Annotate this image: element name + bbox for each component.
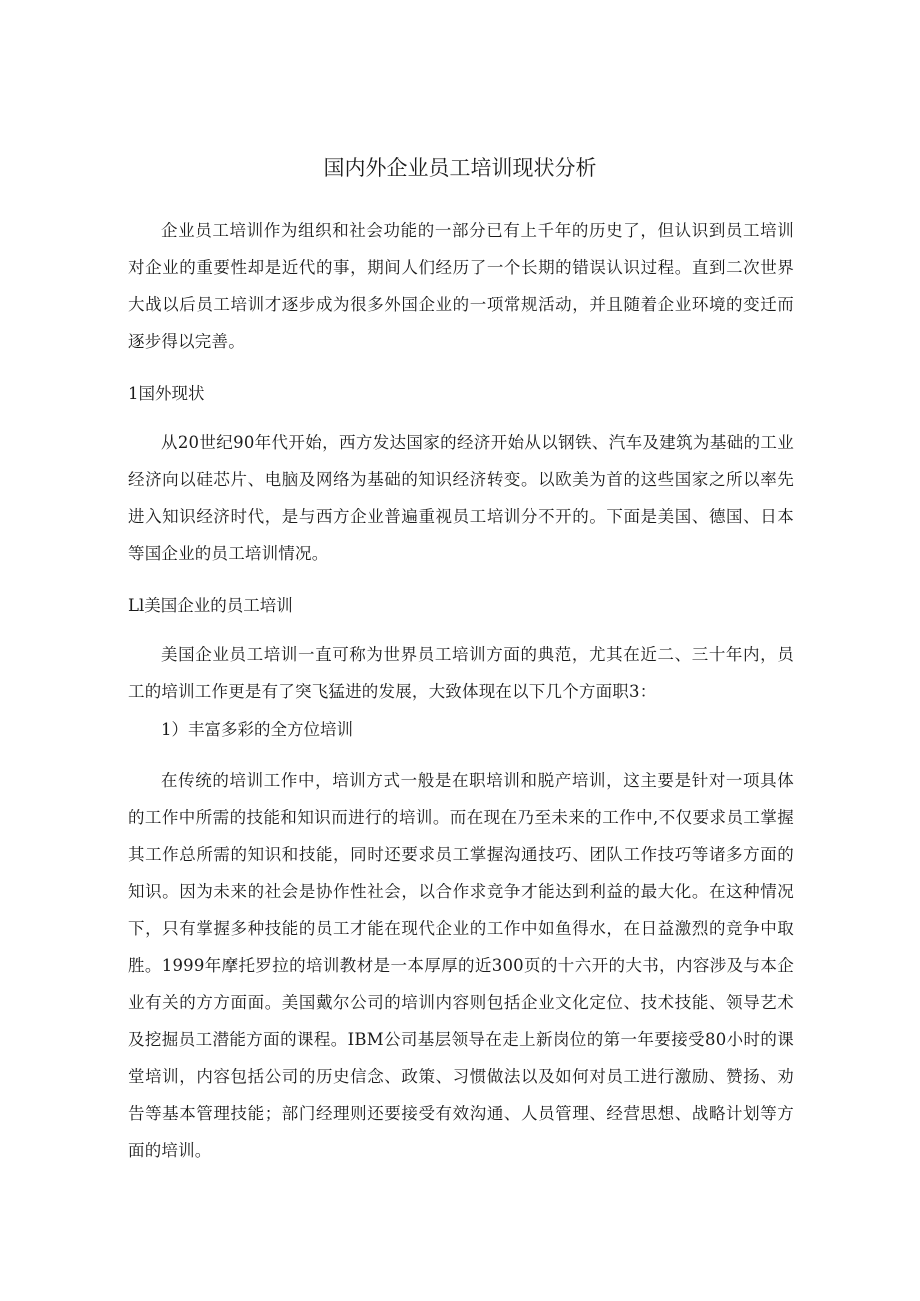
- section-heading-us: Ll美国企业的员工培训: [128, 596, 293, 615]
- foreign-status-paragraph: 从20世纪90年代开始，西方发达国家的经济开始从以钢铁、汽车及建筑为基础的工业经济向以硅芯片、电脑及网络为基础的知识经济转变。以欧美为首的这些国家之所以率先进入知识经济时代，是与西方企业普遍重视员工培训分不开的。下面是美国、德国、日本等国企业的员工培训情况。: [128, 433, 794, 563]
- intro-paragraph: 企业员工培训作为组织和社会功能的一部分已有上千年的历史了，但认识到员工培训对企业的重要性却是近代的事，期间人们经历了一个长期的错误认识过程。直到二次世界大战以后员工培训才逐步成为很多外国企业的一项常规活动，并且随着企业环境的变迁而逐步得以完善。: [128, 221, 794, 351]
- item-heading-comprehensive: 1）丰富多彩的全方位培训: [161, 720, 353, 739]
- comprehensive-training-paragraph: 在传统的培训工作中，培训方式一般是在职培训和脱产培训，这主要是针对一项具体的工作中所需的技能和知识而进行的培训。而在现在乃至未来的工作中,不仅要求员工掌握其工作总所需的知识和技能，同时还要求员工掌握沟通技巧、团队工作技巧等诸多方面的知识。因为未来的社会是协作性社会，以合作求竞争才能达到利益的最大化。在这种情况下，只有掌握多种技能的员工才能在现代企业的工作中如鱼得水，在日益激烈的竞争中取胜。1999年摩托罗拉的培训教材是一本厚厚的近300页的十六开的大书，内容涉及与本企业有关的方方面面。美国戴尔公司的培训内容则包括企业文化定位、技术技能、领导艺术及挖掘员工潜能方面的课程。IBM公司基层领导在走上新岗位的第一年要接受80小时的课堂培训，内容包括公司的历史信念、政策、习惯做法以及如何对员工进行激励、赞扬、劝告等基本管理技能；部门经理则还要接受有效沟通、人员管理、经营思想、战略计划等方面的培训。: [128, 771, 794, 1160]
- document-title: 国内外企业员工培训现状分析: [323, 156, 597, 180]
- us-training-paragraph: 美国企业员工培训一直可称为世界员工培训方面的典范，尤其在近二、三十年内，员工的培训工作更是有了突飞猛进的发展，大致体现在以下几个方面职3：: [128, 645, 794, 701]
- section-heading-foreign: 1国外现状: [128, 384, 205, 403]
